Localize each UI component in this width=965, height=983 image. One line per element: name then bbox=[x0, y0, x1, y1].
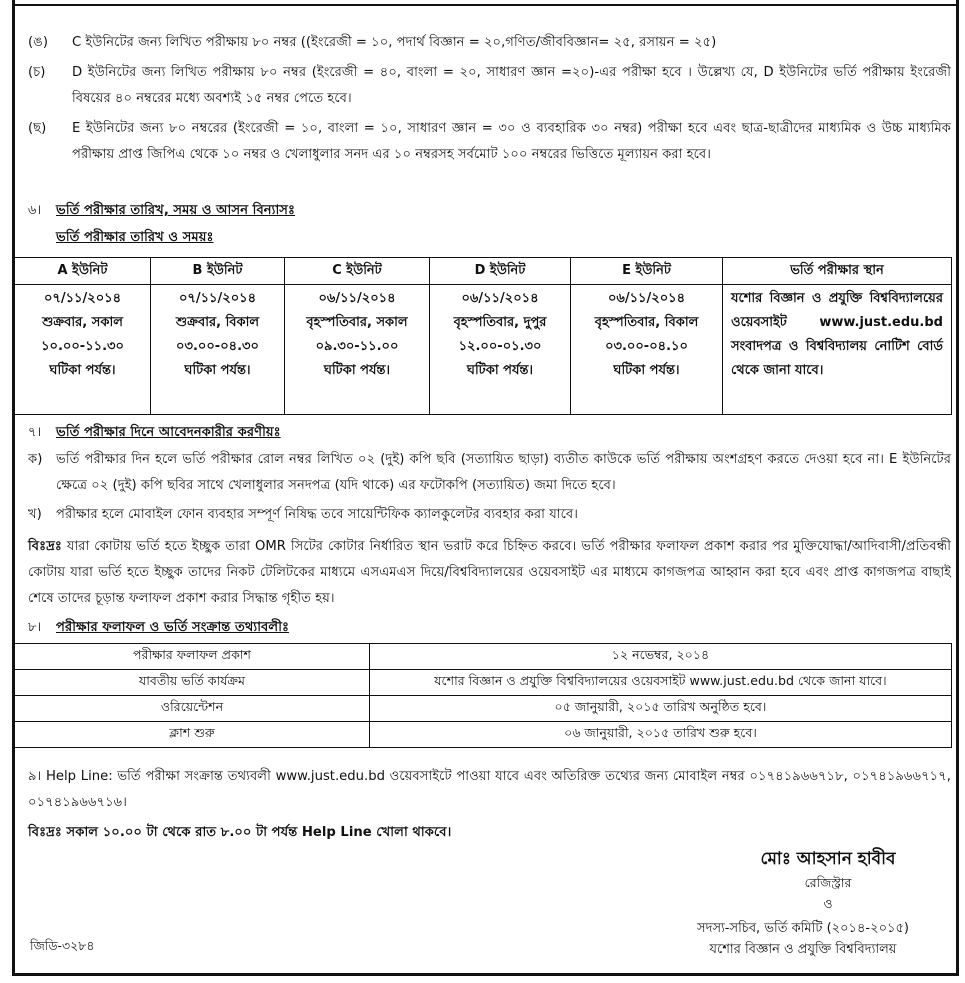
col-header-d-unit: D ইউনিট bbox=[430, 258, 571, 285]
time: ০৩.০০-০৪.১০ bbox=[605, 339, 688, 354]
time: ০৩.০০-০৪.৩০ bbox=[176, 339, 259, 354]
day: শুক্রবার, বিকাল bbox=[175, 315, 260, 330]
item-marker: (ঙ) bbox=[28, 35, 48, 50]
a-unit-cell bbox=[15, 285, 151, 415]
item-text: D ইউনিটের জন্য লিখিত পরীক্ষায় ৮০ নম্বর (ইংরেজী = ৪০, বাংলা = ২০, সাধারণ জ্ঞান =২০)-এর পরীক্ষা হবে । উল্লেখ্য যে, D ইউনিটের ভর্তি পরীক্ষায় ইংরেজী বিষয়ের ৪০ নম্বরের মধ্যে অবশ্যই ১৫ নম্বর পেতে হবে। bbox=[72, 64, 951, 106]
exam-marks-list bbox=[28, 30, 951, 169]
table-header-row bbox=[15, 258, 952, 285]
section-6-heading bbox=[28, 198, 951, 251]
row-value: ১২ নভেম্বর, ২০১৪ bbox=[370, 644, 952, 670]
list-item bbox=[28, 502, 951, 529]
date: ০৬/১১/২০১৪ bbox=[461, 291, 539, 306]
time: ১০.০০-১১.৩০ bbox=[41, 339, 124, 354]
date: ০৭/১১/২০১৪ bbox=[178, 291, 257, 306]
section-number: ৭। bbox=[28, 425, 42, 440]
date: ০৬/১১/২০১৪ bbox=[318, 291, 396, 306]
time-suffix: ঘটিকা পর্যন্ত। bbox=[49, 363, 116, 378]
note-text: যারা কোটায় ভর্তি হতে ইচ্ছুক তারা OMR সিটের কোটার নির্ধারিত স্থান ভরাট করে চিহ্নিত করবে। ভর্তি পরীক্ষার ফলাফল প্রকাশ করার পর মুক্তিযোদ্ধা/আদিবাসী/প্রতিবন্ধী কোটায় যারা ভর্তি হতে ইচ্ছুক তাদের নিকট টেলিটকের মাধ্যমে এসএমএস দিয়ে/বিশ্ববিদ্যালয়ের ওয়েবসাইট এর মাধ্যমে কাগজপত্র আহ্বান করা হবে এবং প্রাপ্ত কাগজপত্র বাছাই শেষে তাদের চূড়ান্ত ফলাফল প্রকাশ করার সিদ্ধান্ত গৃহীত হয়। bbox=[28, 539, 951, 606]
c-unit-cell bbox=[285, 285, 430, 415]
table-row bbox=[15, 696, 952, 722]
date: ০৬/১১/২০১৪ bbox=[607, 291, 686, 306]
col-header-e-unit: E ইউনিট bbox=[571, 258, 723, 285]
section-number: ৮। bbox=[28, 620, 42, 635]
row-label: যাবতীয় ভর্তি কার্যক্রম bbox=[15, 670, 370, 696]
day: বৃহস্পতিবার, দুপুর bbox=[453, 315, 547, 330]
signatory-title: রেজিস্ট্রার bbox=[804, 875, 852, 890]
helpline-text: Help Line: ভর্তি পরীক্ষা সংক্রান্ত তথ্যবলী www.just.edu.bd ওয়েবসাইটে পাওয়া যাবে এবং অতিরিক্ত তথ্যের জন্য মোবাইল নম্বর ০১৭৪১৯৬৬৭১৮, ০১৭৪১৯৬৬৭১৭, ০১৭৪১৯৬৬৭১৬। bbox=[28, 769, 951, 810]
note-label: বিঃদ্রঃ bbox=[28, 539, 62, 554]
quota-note bbox=[28, 534, 951, 612]
list-item bbox=[28, 60, 951, 113]
day: বৃহস্পতিবার, বিকাল bbox=[594, 315, 699, 330]
day: শুক্রবার, সকাল bbox=[42, 315, 123, 330]
signatory-and: ও bbox=[823, 896, 833, 911]
item-marker: (চ) bbox=[28, 64, 46, 80]
section-title: ভর্তি পরীক্ষার দিনে আবেদনকারীর করণীয়ঃ bbox=[56, 425, 281, 440]
results-info-table bbox=[14, 643, 952, 748]
item-text: ভর্তি পরীক্ষার দিন হলে ভর্তি পরীক্ষার রোল নম্বর লিখিত ০২ (দুই) কপি ছবি (সত্যায়িত ছাড়া) ব্যতীত কাউকে ভর্তি পরীক্ষায় অংশগ্রহণ করতে দেওয়া হবে না। E ইউনিটের ক্ষেত্রে ০২ (দুই) কপি ছবির সাথে খেলাধুলার সনদপত্র (যদি থাকে) এর ফটোকপি (সত্যায়িত) জমা দিতে হবে। bbox=[56, 451, 951, 493]
section-8-heading bbox=[28, 615, 951, 642]
section-number: ৬। bbox=[28, 203, 42, 218]
item-text: E ইউনিটের জন্য ৮০ নম্বরের (ইংরেজী = ১০, বাংলা = ১০, সাধারণ জ্ঞান = ৩০ ও ব্যবহারিক ৩০ নম্বর) পরীক্ষা হবে এবং ছাত্র-ছাত্রীদের মাধ্যমিক ও উচ্চ মাধ্যমিক পরীক্ষায় প্রাপ্ত জিপিএ থেকে ১০ নম্বর ও খেলাধুলার সনদ এর ১০ নম্বরসহ সর্বমোট ১০০ নম্বরের ভিত্তিতে মূল্যায়ন করা হবে। bbox=[72, 120, 951, 162]
list-item bbox=[28, 116, 951, 169]
time-suffix: ঘটিকা পর্যন্ত। bbox=[323, 363, 391, 378]
time-suffix: ঘটিকা পর্যন্ত। bbox=[613, 363, 680, 378]
item-marker: খ) bbox=[28, 506, 42, 522]
col-header-b-unit: B ইউনিট bbox=[151, 258, 285, 285]
col-header-venue: ভর্তি পরীক্ষার স্থান bbox=[723, 258, 952, 285]
row-label: ক্লাশ শুরু bbox=[15, 722, 370, 748]
venue-cell: যশোর বিজ্ঞান ও প্রযুক্তি বিশ্ববিদ্যালয়ের ওয়েবসাইট www.just.edu.bd সংবাদপত্র ও বিশ্ববিদ্যালয় নোটিশ বোর্ড থেকে জানা যাবে। bbox=[723, 285, 952, 415]
row-label: পরীক্ষার ফলাফল প্রকাশ bbox=[15, 644, 370, 670]
signatory-org: যশোর বিজ্ঞান ও প্রযুক্তি বিশ্ববিদ্যালয় bbox=[709, 942, 897, 957]
helpline-hours-note: বিঃদ্রঃ সকাল ১০.০০ টা থেকে রাত ৮.০০ টা পর্যন্ত Help Line খোলা থাকবে। bbox=[28, 825, 452, 840]
section-title: ভর্তি পরীক্ষার তারিখ, সময় ও আসন বিন্যাসঃ bbox=[56, 203, 296, 218]
row-value: যশোর বিজ্ঞান ও প্রযুক্তি বিশ্ববিদ্যালয়ের ওয়েবসাইট www.just.edu.bd থেকে জানা যাবে। bbox=[370, 670, 952, 696]
e-unit-cell bbox=[571, 285, 723, 415]
date: ০৭/১১/২০১৪ bbox=[43, 291, 122, 306]
item-marker: ক) bbox=[28, 451, 43, 467]
signatory-role-block bbox=[653, 918, 953, 960]
row-value: ০৬ জানুয়ারী, ২০১৫ তারিখ শুরু হবে। bbox=[370, 722, 952, 748]
section-number: ৯। bbox=[28, 769, 42, 784]
table-row bbox=[15, 722, 952, 748]
item-text: C ইউনিটের জন্য লিখিত পরীক্ষায় ৮০ নম্বর ((ইংরেজী = ১০, পদার্থ বিজ্ঞান = ২০,গণিত/জীববিজ্ঞান= ২৫, রসায়ন = ২৫) bbox=[72, 35, 717, 50]
table-row bbox=[15, 644, 952, 670]
reference-code: জিডি-৩২৮৪ bbox=[30, 938, 95, 953]
section-subtitle: ভর্তি পরীক্ষার তারিখ ও সময়ঃ bbox=[56, 229, 214, 245]
item-marker: (ছ) bbox=[28, 120, 47, 136]
exam-schedule-table bbox=[14, 257, 952, 415]
section-7 bbox=[28, 420, 951, 528]
time-suffix: ঘটিকা পর্যন্ত। bbox=[466, 363, 534, 378]
list-item bbox=[28, 447, 951, 500]
time: ০৯.৩০-১১.০০ bbox=[315, 339, 399, 354]
list-item bbox=[28, 30, 951, 57]
col-header-c-unit: C ইউনিট bbox=[285, 258, 430, 285]
row-label: ওরিয়েন্টেশন bbox=[15, 696, 370, 722]
signatory-name: মোঃ আহসান হাবীব bbox=[760, 849, 896, 869]
time-suffix: ঘটিকা পর্যন্ত। bbox=[184, 363, 251, 378]
col-header-a-unit: A ইউনিট bbox=[15, 258, 151, 285]
time: ১২.০০-০১.৩০ bbox=[458, 339, 542, 354]
b-unit-cell bbox=[151, 285, 285, 415]
row-value: ০৫ জানুয়ারী, ২০১৫ তারিখ অনুষ্ঠিত হবে। bbox=[370, 696, 952, 722]
signature-block bbox=[713, 846, 943, 914]
table-row bbox=[15, 285, 952, 415]
table-row bbox=[15, 670, 952, 696]
item-text: পরীক্ষার হলে মোবাইল ফোন ব্যবহার সম্পূর্ণ নিষিদ্ধ তবে সায়েন্টিফিক ক্যালকুলেটর ব্যবহার করা যাবে। bbox=[56, 506, 578, 522]
d-unit-cell bbox=[430, 285, 571, 415]
section-title: পরীক্ষার ফলাফল ও ভর্তি সংক্রান্ত তথ্যাবলীঃ bbox=[56, 620, 290, 635]
section-9-helpline bbox=[28, 764, 951, 816]
day: বৃহস্পতিবার, সকাল bbox=[306, 315, 408, 330]
signatory-role: সদস্য-সচিব, ভর্তি কমিটি (২০১৪-২০১৫) bbox=[697, 921, 909, 936]
